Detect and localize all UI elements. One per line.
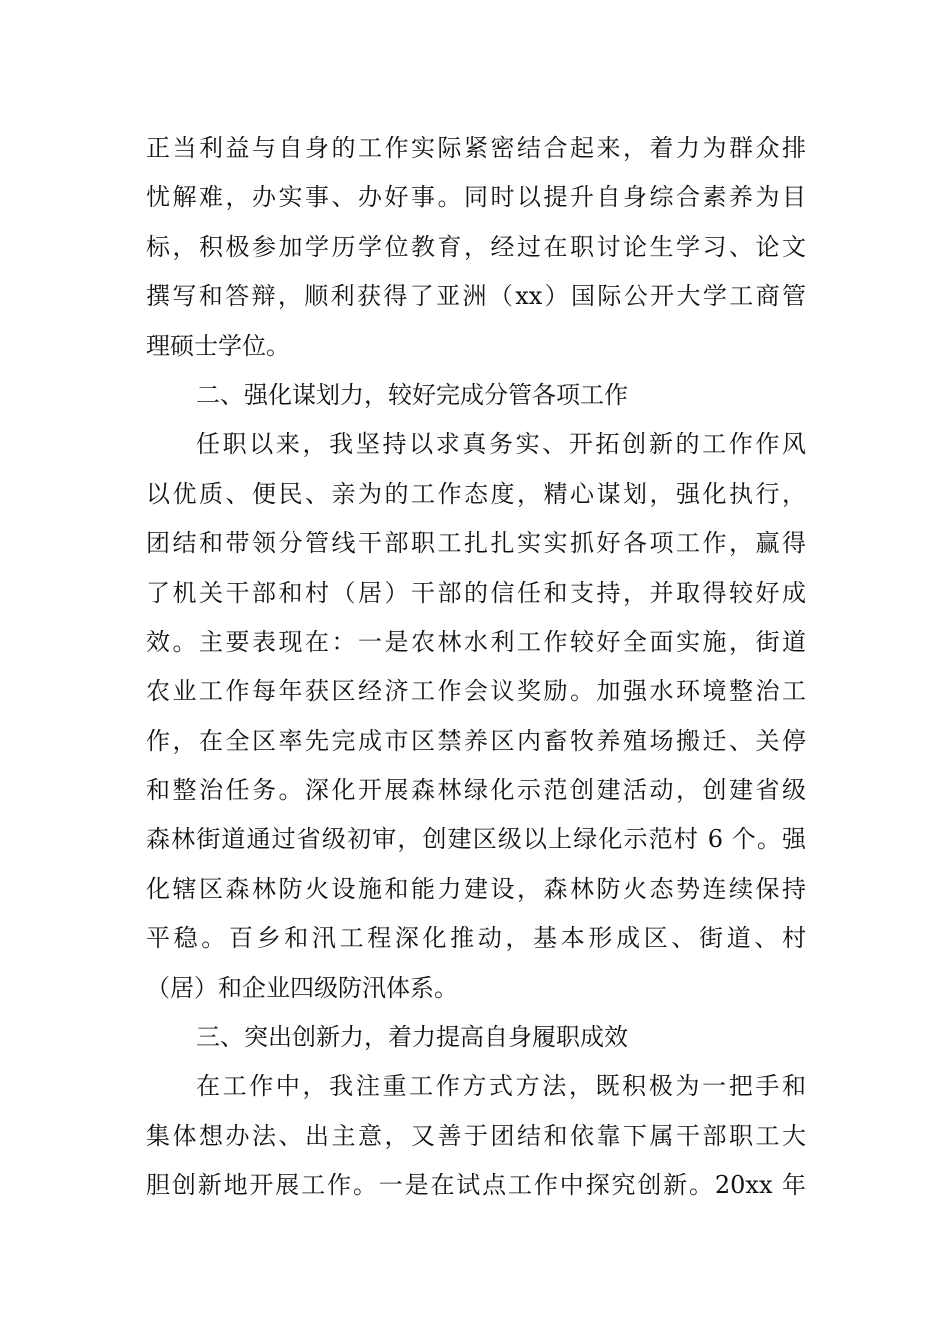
text-line: 团结和带领分管线干部职工扎扎实实抓好各项工作，赢得 xyxy=(146,529,806,558)
text-line: 平稳。百乡和汛工程深化推动，基本形成区、街道、村 xyxy=(146,924,806,953)
text-line: 化辖区森林防火设施和能力建设，森林防火态势连续保持 xyxy=(146,874,806,903)
text-line: 效。主要表现在：一是农林水利工作较好全面实施，街道 xyxy=(146,627,806,656)
text-line: 和整治任务。深化开展森林绿化示范创建活动，创建省级 xyxy=(146,776,806,805)
text-line: 标，积极参加学历学位教育，经过在职讨论生学习、论文 xyxy=(146,232,806,261)
text-line: 忧解难，办实事、办好事。同时以提升自身综合素养为目 xyxy=(146,183,806,212)
text-line: 理硕士学位。 xyxy=(146,331,290,360)
text-line: 在工作中，我注重工作方式方法，既积极为一把手和 xyxy=(196,1072,806,1101)
text-line: 集体想办法、出主意，又善于团结和依靠下属干部职工大 xyxy=(146,1121,806,1150)
text-line: （居）和企业四级防汛体系。 xyxy=(146,973,458,1002)
text-line: 农业工作每年获区经济工作会议奖励。加强水环境整治工 xyxy=(146,677,806,706)
section-heading: 二、强化谋划力，较好完成分管各项工作 xyxy=(196,380,628,409)
text-line: 任职以来，我坚持以求真务实、开拓创新的工作作风 xyxy=(196,430,806,459)
text-line: 森林街道通过省级初审，创建区级以上绿化示范村 6 个。强 xyxy=(146,825,806,854)
section-heading: 三、突出创新力，着力提高自身履职成效 xyxy=(196,1023,628,1052)
text-line: 正当利益与自身的工作实际紧密结合起来，着力为群众排 xyxy=(146,134,806,162)
text-line: 作，在全区率先完成市区禁养区内畜牧养殖场搬迁、关停 xyxy=(146,726,806,755)
text-line: 胆创新地开展工作。一是在试点工作中探究创新。20xx 年 xyxy=(146,1171,806,1200)
text-line: 以优质、便民、亲为的工作态度，精心谋划，强化执行， xyxy=(146,479,806,508)
text-line: 了机关干部和村（居）干部的信任和支持，并取得较好成 xyxy=(146,578,806,607)
text-line: 撰写和答辩，顺利获得了亚洲（xx）国际公开大学工商管 xyxy=(146,282,806,311)
body-text xyxy=(146,124,806,1211)
